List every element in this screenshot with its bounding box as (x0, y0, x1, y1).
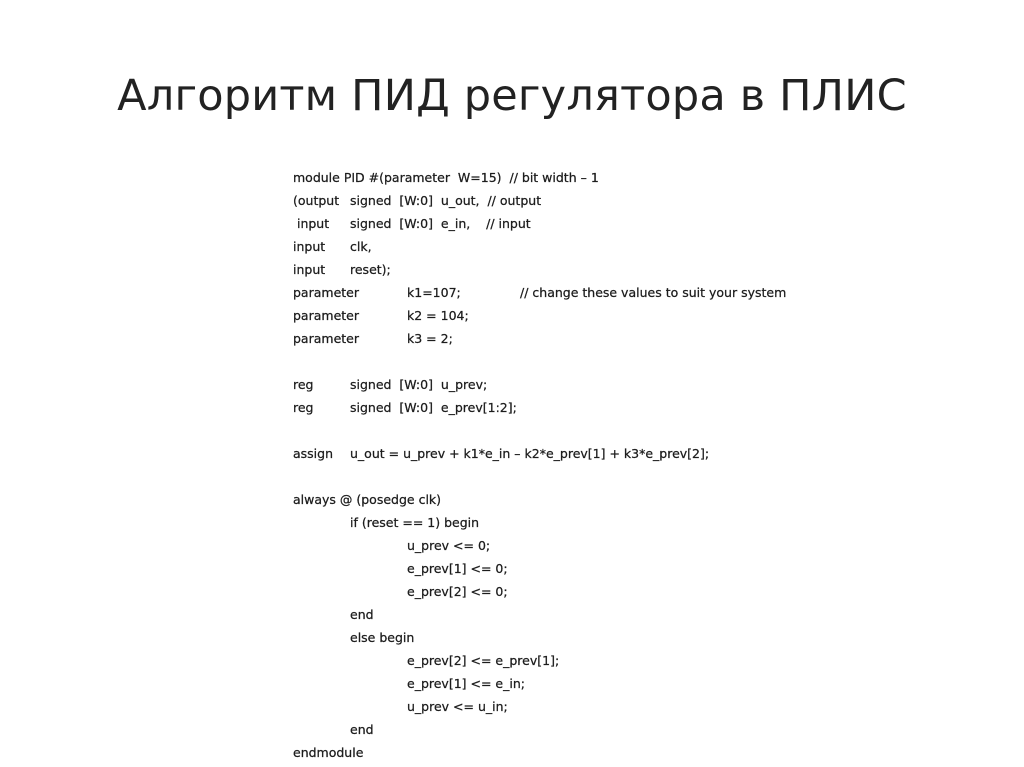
code-line (293, 695, 873, 718)
slide-title: Алгоритм ПИД регулятора в ПЛИС (117, 71, 907, 121)
code-listing (293, 166, 873, 764)
code-token: k3 = 2; (407, 331, 453, 346)
code-line (293, 649, 873, 672)
code-token: input (293, 262, 326, 277)
code-line (293, 419, 873, 442)
code-line (293, 396, 873, 419)
code-token: else begin (350, 630, 415, 645)
code-line (293, 465, 873, 488)
code-token: signed [W:0] u_out, // output (350, 193, 542, 208)
code-line (293, 281, 873, 304)
code-line (293, 557, 873, 580)
code-token: parameter (293, 331, 359, 346)
code-token: assign (293, 446, 334, 461)
code-line (293, 350, 873, 373)
code-token: reg (293, 377, 314, 392)
code-line (293, 626, 873, 649)
code-token: module PID #(parameter W=15) // bit width – 1 (293, 170, 599, 185)
code-token: input (293, 216, 330, 231)
code-token: clk, (350, 239, 372, 254)
code-token: parameter (293, 285, 359, 300)
code-token: end (350, 607, 374, 622)
code-token: signed [W:0] u_prev; (350, 377, 488, 392)
code-token: endmodule (293, 745, 364, 760)
code-token: e_prev[1] <= 0; (407, 561, 508, 576)
code-token: end (350, 722, 374, 737)
code-token: signed [W:0] e_prev[1:2]; (350, 400, 517, 415)
code-token: u_prev <= 0; (407, 538, 491, 553)
code-line (293, 327, 873, 350)
code-token: // change these values to suit your system (520, 285, 787, 300)
code-line (293, 672, 873, 695)
code-token: e_prev[2] <= 0; (407, 584, 508, 599)
code-line (293, 258, 873, 281)
code-token: e_prev[1] <= e_in; (407, 676, 525, 691)
code-token: input (293, 239, 326, 254)
code-token: k2 = 104; (407, 308, 469, 323)
code-line (293, 718, 873, 741)
code-line (293, 603, 873, 626)
code-token: reg (293, 400, 314, 415)
code-line (293, 534, 873, 557)
code-line (293, 212, 873, 235)
code-token: u_out = u_prev + k1*e_in – k2*e_prev[1] + k3*e_prev[2]; (350, 446, 710, 461)
code-token: if (reset == 1) begin (350, 515, 480, 530)
code-line (293, 373, 873, 396)
code-line (293, 189, 873, 212)
code-line (293, 166, 873, 189)
code-token: u_prev <= u_in; (407, 699, 508, 714)
code-token: parameter (293, 308, 359, 323)
code-line (293, 235, 873, 258)
code-line (293, 488, 873, 511)
code-token: k1=107; (407, 285, 461, 300)
code-token: e_prev[2] <= e_prev[1]; (407, 653, 560, 668)
code-line (293, 511, 873, 534)
code-line (293, 580, 873, 603)
code-line (293, 304, 873, 327)
code-token: signed [W:0] e_in, // input (350, 216, 531, 231)
code-token: reset); (350, 262, 391, 277)
code-token: (output (293, 193, 340, 208)
code-line (293, 442, 873, 465)
code-token: always @ (posedge clk) (293, 492, 442, 507)
code-line (293, 741, 873, 764)
